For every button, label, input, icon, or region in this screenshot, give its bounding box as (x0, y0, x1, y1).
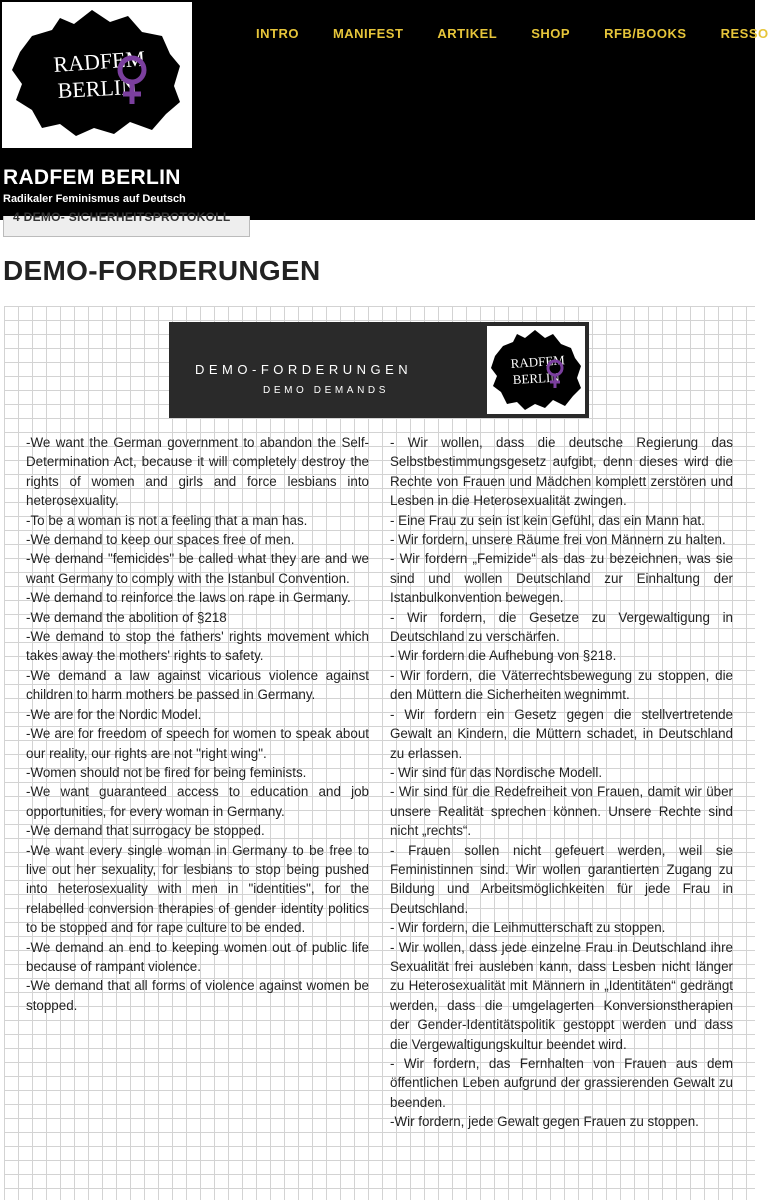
demand-de: - Frauen sollen nicht gefeuert werden, weil sie Feministinnen sind. Wir wollen garantierten Zugang zu Bildung und Arbeitsmöglichkeiten für jede Frau in Deutschland. (390, 842, 733, 916)
site-header (0, 0, 769, 220)
demand-de: - Wir fordern, die Leihmutterschaft zu stoppen. (390, 920, 666, 936)
demand-en: -We demand the abolition of §218 (26, 609, 227, 625)
demand-en: -We demand "femicides" be called what they are and we want Germany to comply with the Istanbul Convention. (26, 551, 369, 586)
demand-de: - Wir fordern ein Gesetz gegen die stellvertretende Gewalt an Kindern, die Müttern schadet, in Deutschland zu erlassen. (390, 706, 733, 761)
demand-en: -We want the German government to abandon the Self-Determination Act, because it will completely destroy the rights of women and girls and force lesbians into heterosexuality. (26, 435, 369, 509)
demand-en: -We demand that surrogacy be stopped. (26, 823, 265, 839)
nav-manifest[interactable]: MANIFEST (332, 26, 404, 41)
demand-en: -We want every single woman in Germany to be free to live out her sexuality, for lesbians to stop being pushed into heterosexuality with men in "identities", for the relabelled conversion therapies of gender identity politics to be stopped and for rape culture to be ended. (26, 842, 369, 936)
demands-english-column (26, 433, 369, 1015)
demand-de: - Wir wollen, dass die deutsche Regierung das Selbstbestimmungsgesetz aufgibt, denn dieses wird die Rechte von Frauen und Mädchen komplett zerstören und Lesben in die Heterosexualität zwingen. (390, 435, 733, 509)
banner-subtitle: DEMO DEMANDS (263, 385, 389, 396)
logo-text-berlin: BERLIN (56, 73, 138, 103)
demand-de: - Wir fordern, das Fernhalten von Frauen aus dem öffentlichen Leben aufgrund der grassierenden Gewalt zu beenden. (390, 1056, 733, 1110)
nav-shop[interactable]: SHOP (531, 26, 571, 41)
nav-resso[interactable]: RESSO (720, 26, 769, 41)
demand-de: - Wir fordern „Femizide“ als das zu bezeichnen, was sie sind und wollen Deutschland zur Einhaltung der Istanbulkonvention bewegen. (390, 551, 733, 606)
demand-en: -Women should not be fired for being feminists. (26, 764, 307, 780)
banner-title: DEMO-FORDERUNGEN (195, 362, 413, 377)
page-title: DEMO-FORDERUNGEN (3, 255, 321, 286)
demand-de: -Wir fordern, jede Gewalt gegen Frauen zu stoppen. (390, 1114, 699, 1130)
demo-demands-banner (169, 322, 589, 418)
demand-de: - Wir fordern die Aufhebung von §218. (390, 648, 617, 664)
demand-en: -We are for the Nordic Model. (26, 706, 202, 722)
demand-de: - Wir wollen, dass jede einzelne Frau in Deutschland ihre Sexualität frei ausleben kann, dass Lesben nicht länger zu Heterosexualität mit Männern in „Identitäten“ gedrängt werden, dass die umgelagerten Konversionstherapien der Gender-Identitätspolitik gestoppt werden und dass die Vergewaltigungskultur beendet wird. (390, 939, 733, 1052)
demand-en: -We are for freedom of speech for women to speak about our reality, our rights are not "right wing". (26, 726, 369, 761)
berlin-map-logo-icon (2, 2, 192, 148)
logo-text-radfem: RADFEM (52, 45, 146, 77)
demands-german-column (390, 433, 733, 1132)
demand-en: -We demand to keep our spaces free of men. (26, 532, 295, 548)
banner-logo (487, 326, 585, 414)
site-title[interactable]: RADFEM BERLIN (3, 166, 181, 189)
demand-en: -We demand a law against vicarious violence against children to harm mothers be passed in Germany. (26, 667, 369, 703)
demand-en: -To be a woman is not a feeling that a man has. (26, 512, 308, 528)
main-nav (256, 26, 769, 41)
banner-logo-text-berlin: BERLIN (512, 369, 561, 387)
demand-en: -We demand to reinforce the laws on rape in Germany. (26, 590, 351, 606)
demand-de: - Wir fordern, unsere Räume frei von Männern zu halten. (390, 532, 726, 548)
site-subtitle: Radikaler Feminismus auf Deutsch (3, 193, 186, 205)
nav-artikel[interactable]: ARTIKEL (437, 26, 498, 41)
berlin-map-logo-icon (487, 326, 585, 414)
demand-de: - Eine Frau zu sein ist kein Gefühl, das ein Mann hat. (390, 512, 705, 528)
protocol-tab-label: 4 DEMO- SICHERHEITSPROTOKOLL (13, 210, 231, 224)
nav-intro[interactable]: INTRO (256, 26, 299, 41)
demand-en: -We demand an end to keeping women out of public life because of rampant violence. (26, 939, 369, 974)
demand-en: -We want guaranteed access to education and job opportunities, for every woman in Germany. (26, 784, 369, 819)
banner-logo-text-radfem: RADFEM (510, 352, 566, 371)
demand-de: - Wir fordern, die Gesetze zu Vergewaltigung in Deutschland zu verschärfen. (390, 609, 733, 645)
site-logo-link[interactable] (2, 2, 192, 148)
demand-de: - Wir sind für das Nordische Modell. (390, 764, 603, 780)
nav-rfb-books[interactable]: RFB/BOOKS (604, 26, 687, 41)
demand-en: -We demand to stop the fathers' rights movement which takes away the mothers' rights to safety. (26, 629, 369, 664)
protocol-tab[interactable] (3, 210, 250, 237)
demand-de: - Wir sind für die Redefreiheit von Frauen, damit wir über unsere Realität sprechen können. Unsere Rechte sind nicht „rechts“. (390, 784, 733, 839)
demand-de: - Wir fordern, die Väterrechtsbewegung zu stoppen, die den Müttern die Sicherheiten wegnimmt. (390, 667, 733, 703)
demand-en: -We demand that all forms of violence against women be stopped. (26, 978, 369, 1013)
